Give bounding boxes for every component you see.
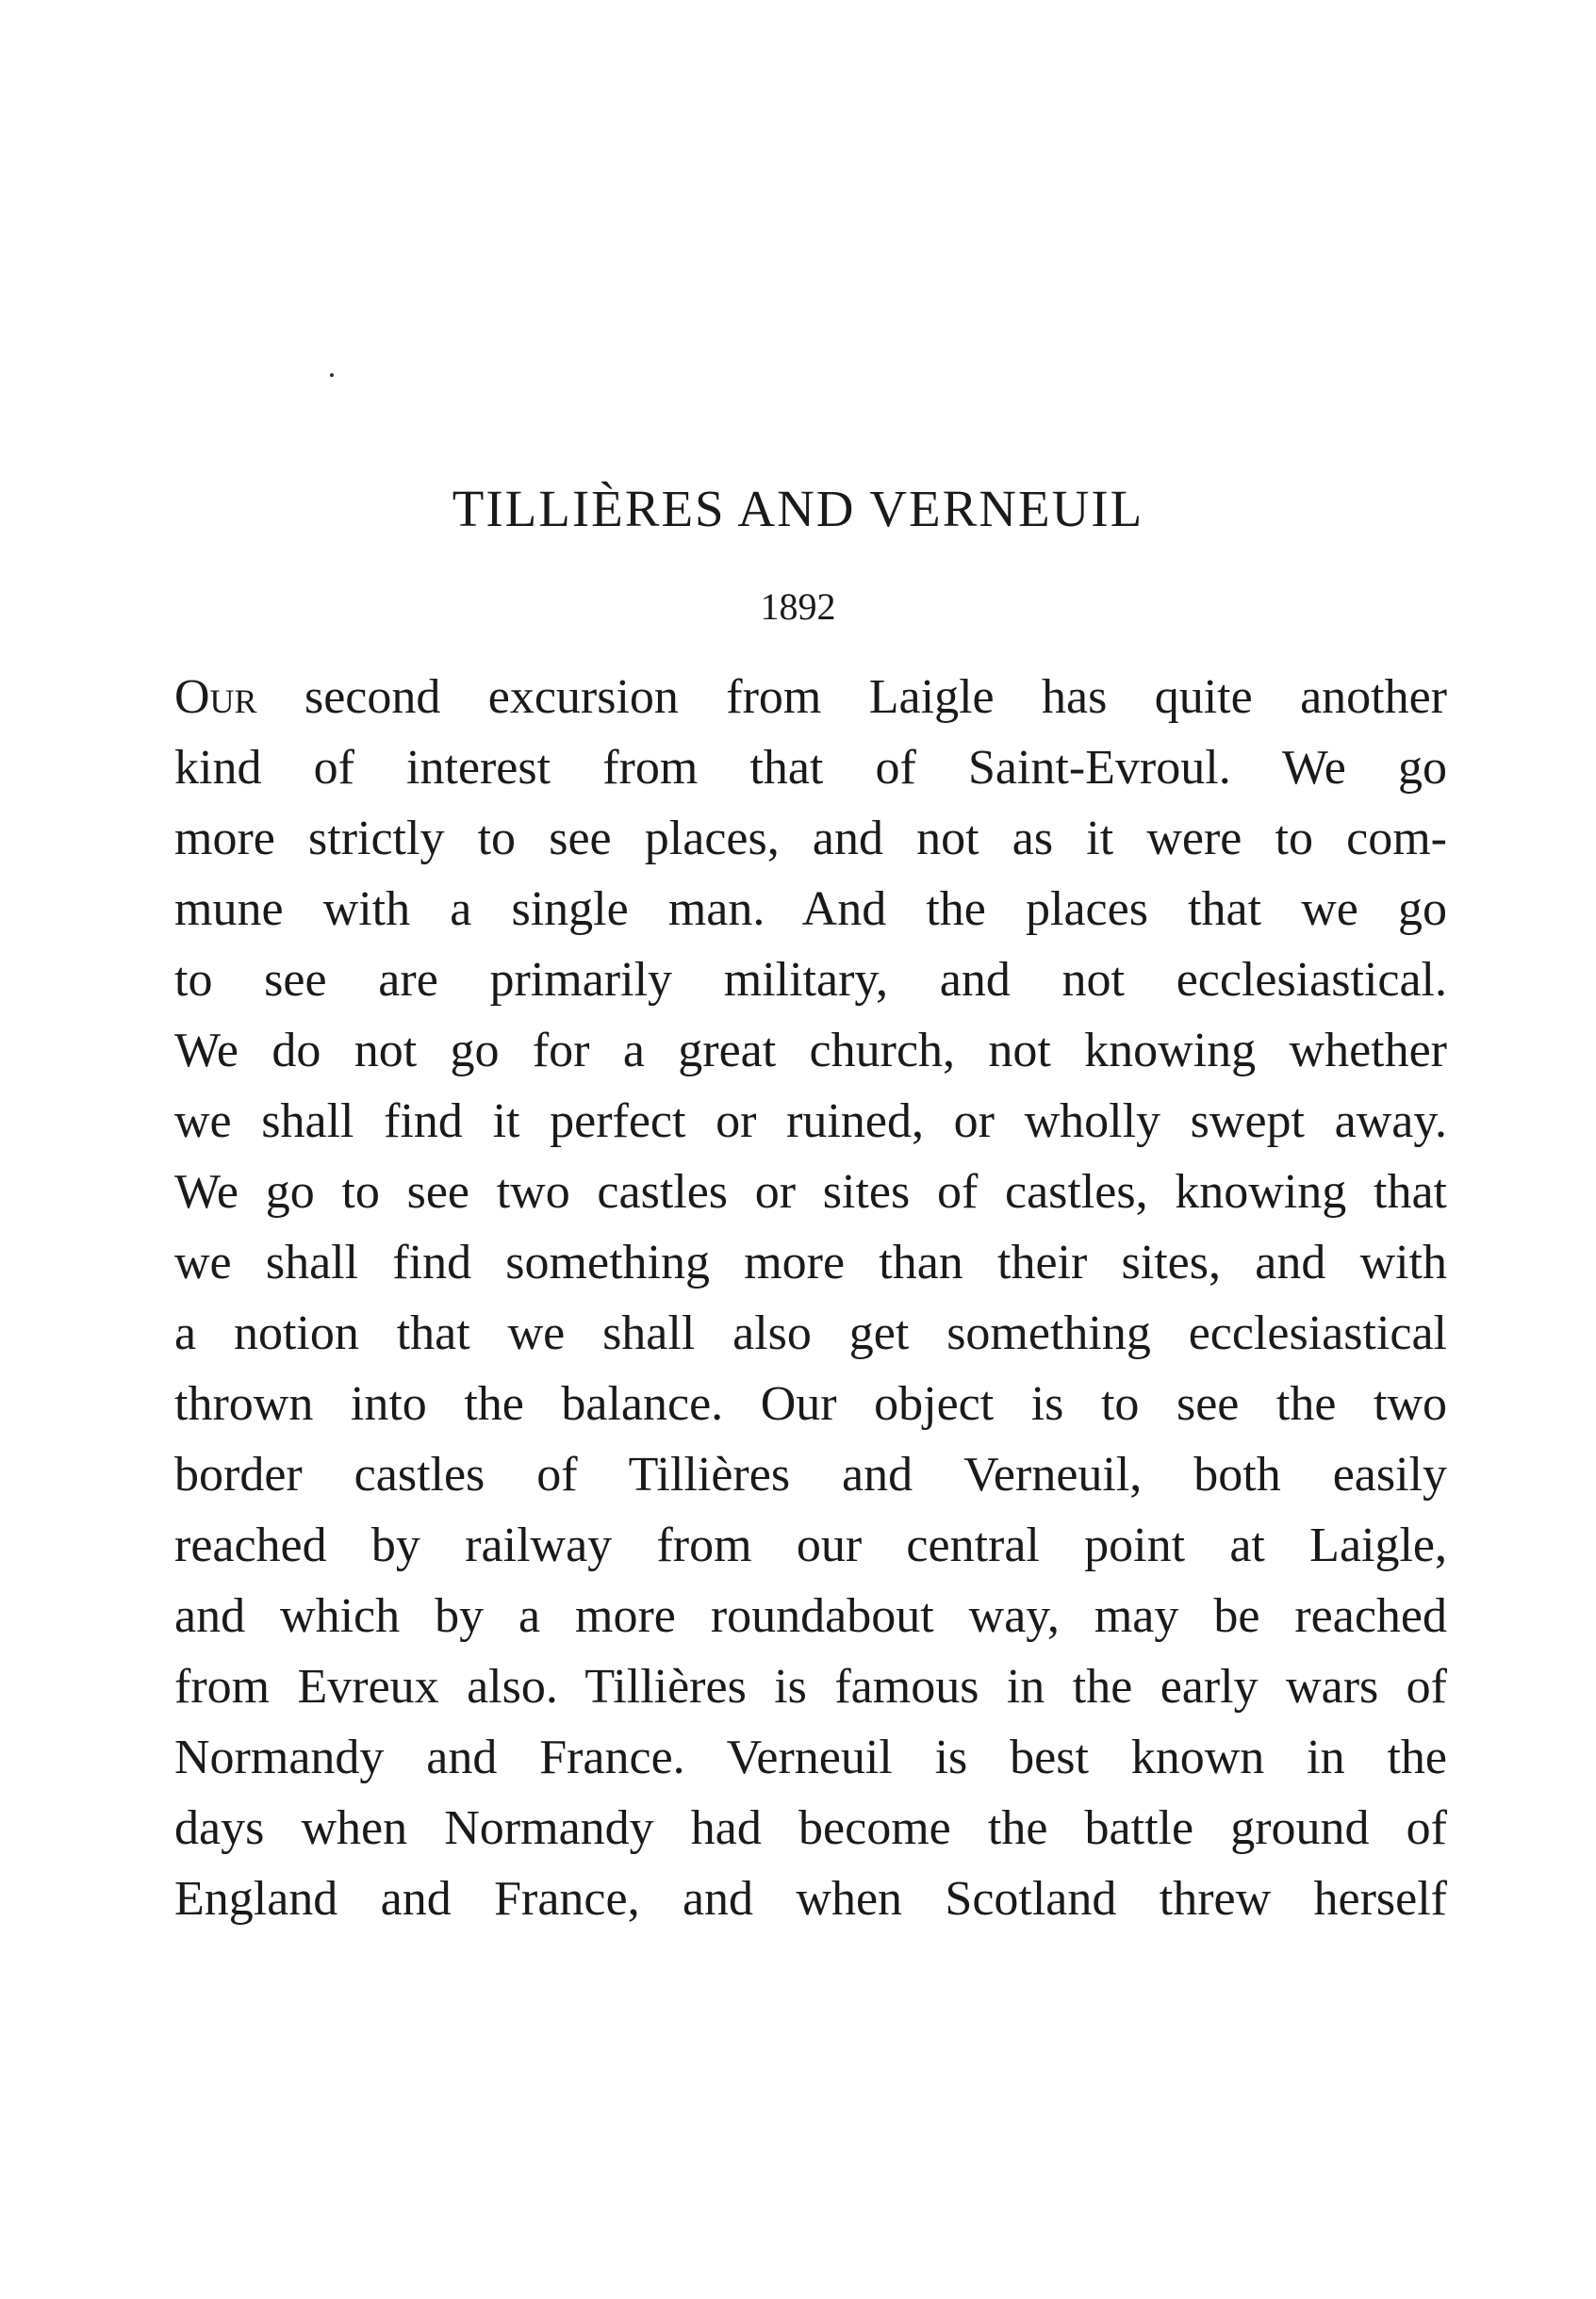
text-line: to see are primarily military, and not ecclesiastical. xyxy=(174,953,1447,1007)
ink-speck xyxy=(330,373,334,377)
text-line: more strictly to see places, and not as it were to com- xyxy=(174,812,1447,865)
text-line: Normandy and France. Verneuil is best known in the xyxy=(174,1731,1447,1784)
text-line: we shall find it perfect or ruined, or wholly swept away. xyxy=(174,1094,1447,1148)
text-line: from Evreux also. Tillières is famous in the early wars of xyxy=(174,1660,1447,1714)
text-line: we shall find something more than their sites, and with xyxy=(174,1236,1447,1289)
text-line: thrown into the balance. Our object is to see the two xyxy=(174,1377,1447,1431)
text-line: mune with a single man. And the places that we go xyxy=(174,882,1447,936)
text-line: a notion that we shall also get something ecclesiastical xyxy=(174,1306,1447,1360)
text-line: Our second excursion from Laigle has quite another xyxy=(174,670,1447,724)
drop-word: Our xyxy=(174,670,257,724)
text-line: border castles of Tillières and Verneuil, both easily xyxy=(174,1448,1447,1502)
text-line: England and France, and when Scotland threw herself xyxy=(174,1872,1447,1926)
text-line: We go to see two castles or sites of castles, knowing that xyxy=(174,1165,1447,1219)
text-line: and which by a more roundabout way, may be reached xyxy=(174,1589,1447,1643)
text-line: kind of interest from that of Saint-Evroul. We go xyxy=(174,741,1447,795)
text-line: We do not go for a great church, not knowing whether xyxy=(174,1024,1447,1077)
text-line: days when Normandy had become the battle ground of xyxy=(174,1801,1447,1855)
body-paragraph xyxy=(174,662,1447,1934)
text-line: reached by railway from our central point at Laigle, xyxy=(174,1519,1447,1572)
chapter-year: 1892 xyxy=(760,585,836,628)
chapter-title: TILLIÈRES AND VERNEUIL xyxy=(452,480,1144,537)
